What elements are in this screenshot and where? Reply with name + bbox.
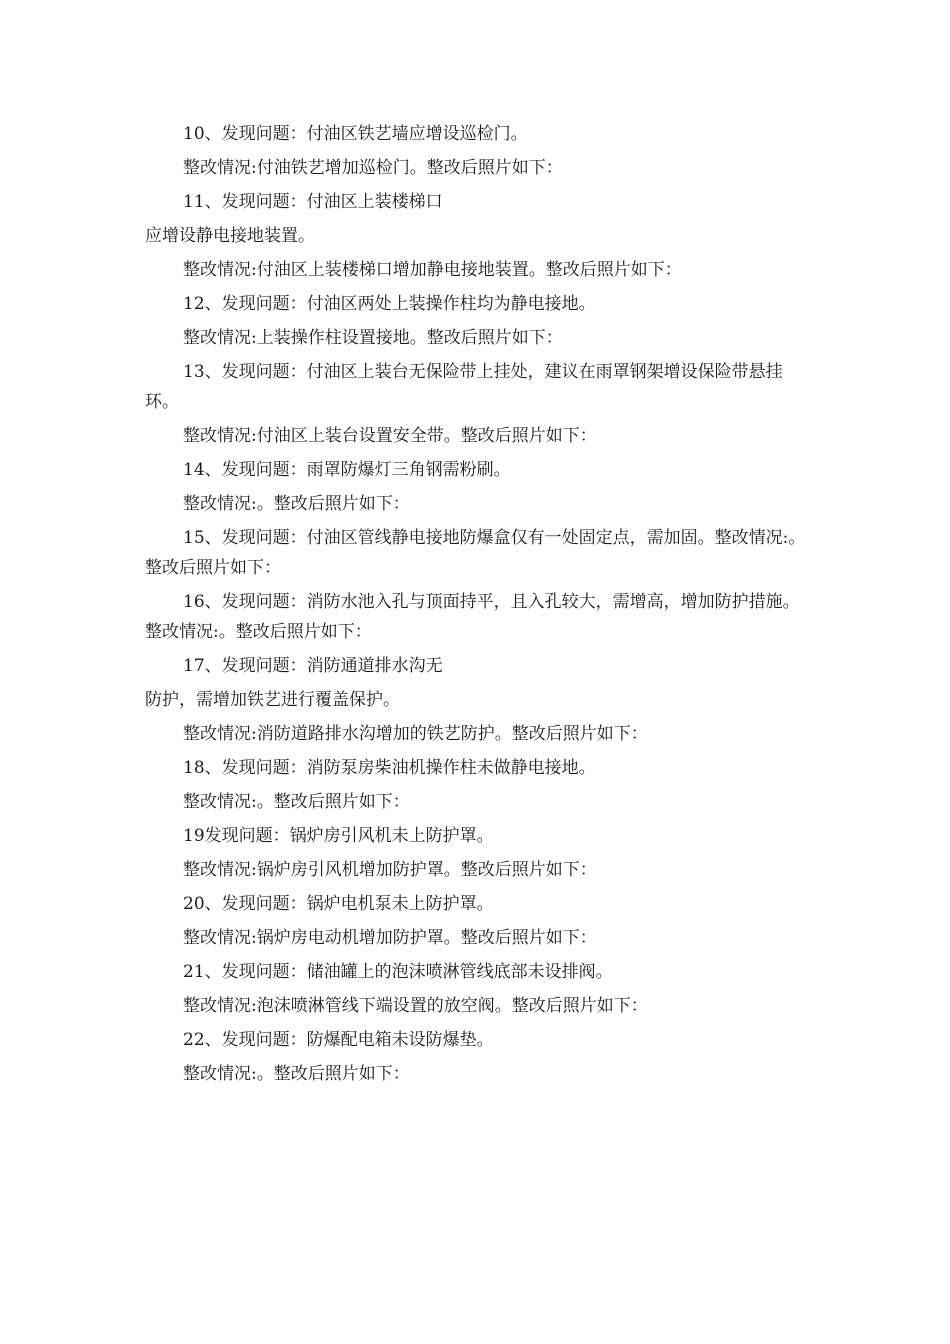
paragraph: 12、发现问题：付油区两处上装操作柱均为静电接地。 (183, 294, 596, 314)
paragraph: 整改情况:消防道路排水沟增加的铁艺防护。整改后照片如下： (183, 724, 648, 744)
paragraph: 整改情况:付油铁艺增加巡检门。整改后照片如下： (183, 158, 563, 178)
paragraph: 整改情况:泡沫喷淋管线下端设置的放空阀。整改后照片如下： (183, 996, 648, 1016)
paragraph: 14、发现问题：雨罩防爆灯三角钢需粉刷。 (183, 460, 511, 480)
paragraph: 13、发现问题：付油区上装台无保险带上挂处，建议在雨罩钢架增设保险带悬挂环。 (145, 362, 783, 412)
paragraph: 17、发现问题：消防通道排水沟无 (183, 656, 443, 676)
paragraph: 11、发现问题：付油区上装楼梯口 (183, 192, 443, 212)
paragraph: 16、发现问题：消防水池入孔与顶面持平，且入孔较大，需增高，增加防护措施。整改情况:。整改后照片如下： (145, 592, 800, 642)
paragraph: 应增设静电接地装置。 (145, 226, 315, 246)
document-body (145, 124, 810, 1098)
paragraph: 防护，需增加铁艺进行覆盖保护。 (145, 690, 400, 710)
paragraph: 整改情况:上装操作柱设置接地。整改后照片如下： (183, 328, 563, 348)
paragraph: 整改情况:锅炉房引风机增加防护罩。整改后照片如下： (183, 860, 597, 880)
paragraph: 18、发现问题：消防泵房柴油机操作柱未做静电接地。 (183, 758, 596, 778)
paragraph: 整改情况:付油区上装台设置安全带。整改后照片如下： (183, 426, 597, 446)
paragraph: 整改情况:锅炉房电动机增加防护罩。整改后照片如下： (183, 928, 597, 948)
paragraph: 整改情况:。整改后照片如下： (183, 494, 410, 514)
paragraph: 22、发现问题：防爆配电箱未设防爆垫。 (183, 1030, 494, 1050)
paragraph: 19发现问题：锅炉房引风机未上防护罩。 (183, 826, 494, 846)
paragraph: 15、发现问题：付油区管线静电接地防爆盒仅有一处固定点，需加固。整改情况:。整改后照片如下： (145, 528, 806, 578)
paragraph: 10、发现问题：付油区铁艺墙应增设巡检门。 (183, 124, 528, 144)
paragraph: 整改情况:。整改后照片如下： (183, 1064, 410, 1084)
paragraph: 整改情况:。整改后照片如下： (183, 792, 410, 812)
paragraph: 21、发现问题：储油罐上的泡沫喷淋管线底部未设排阀。 (183, 962, 613, 982)
paragraph: 20、发现问题：锅炉电机泵未上防护罩。 (183, 894, 494, 914)
paragraph: 整改情况:付油区上装楼梯口增加静电接地装置。整改后照片如下： (183, 260, 682, 280)
